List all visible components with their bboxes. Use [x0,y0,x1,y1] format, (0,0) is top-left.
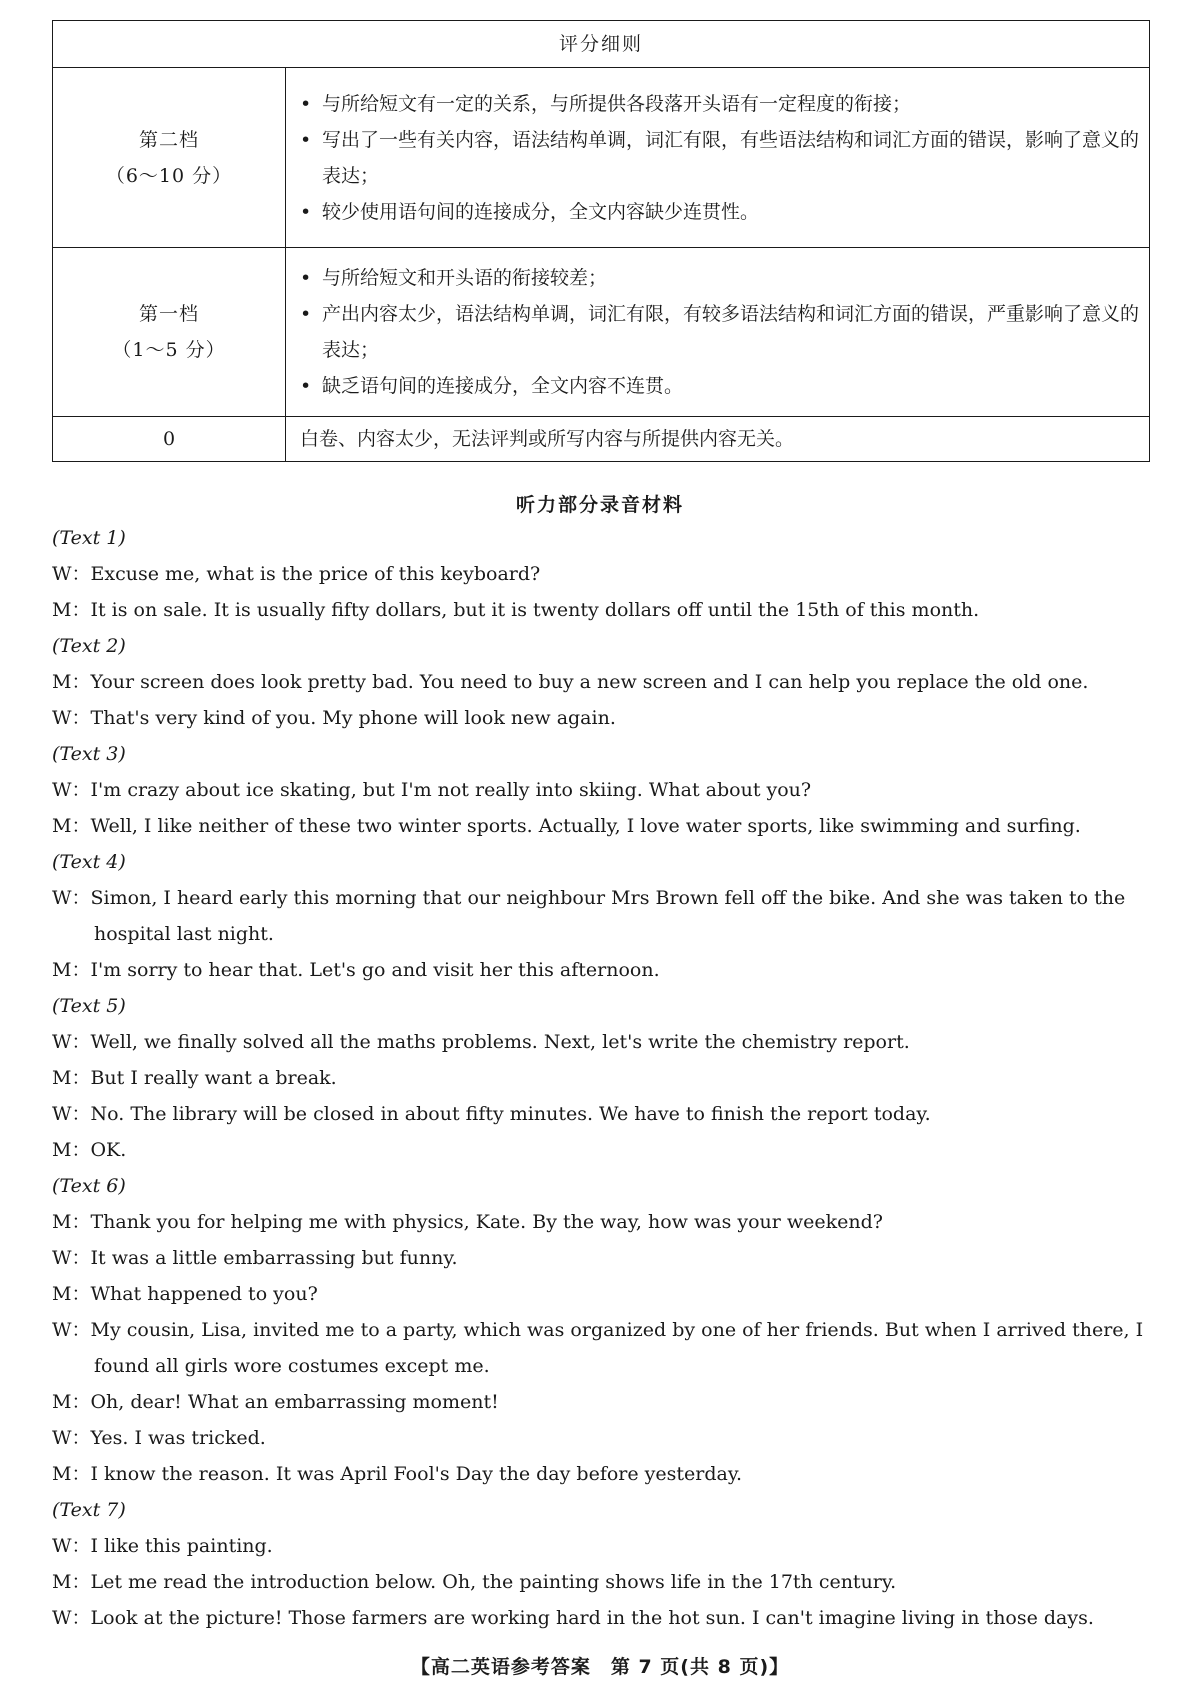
dialogue-text: No. The library will be closed in about fifty minutes. We have to finish the report today. [90,1103,931,1125]
text-section-label [52,1168,1150,1204]
dialogue-text: Thank you for helping me with physics, Kate. By the way, how was your weekend? [90,1211,883,1233]
speaker-label: M： [52,959,91,981]
dialogue-text: Yes. I was tricked. [90,1427,266,1449]
text-section-label [52,628,1150,664]
rubric-header: 评分细则 [53,21,1150,68]
dialogue-text: I like this painting. [90,1535,273,1557]
dialogue-line [52,1060,1150,1096]
dialogue-line [52,1312,1150,1384]
criterion-item [300,260,1139,296]
dialogue-text: I'm crazy about ice skating, but I'm not really into skiing. What about you? [90,779,812,801]
page-footer: 【高二英语参考答案 第 7 页(共 8 页)】 [410,1656,790,1678]
dialogue-line [52,592,1150,628]
speaker-label: W： [52,1535,91,1557]
criteria-cell [286,68,1150,248]
criteria-cell [286,248,1150,417]
listening-transcript [52,520,1150,1636]
dialogue-line [52,1240,1150,1276]
criterion-text: 缺乏语句间的连接成分，全文内容不连贯。 [322,375,684,397]
dialogue-line [52,1204,1150,1240]
dialogue-text: Oh, dear! What an embarrassing moment! [90,1391,499,1413]
text-label: (Text 2) [52,635,126,657]
dialogue-text: That's very kind of you. My phone will look new again. [90,707,616,729]
text-label: (Text 3) [52,743,126,765]
dialogue-line [52,1420,1150,1456]
criterion-item [300,296,1139,368]
speaker-label: M： [52,671,91,693]
dialogue-line [52,1132,1150,1168]
text-label: (Text 4) [52,851,126,873]
dialogue-text: Your screen does look pretty bad. You need to buy a new screen and I can help you replace the old one. [90,671,1089,693]
criterion-text: 与所给短文有一定的关系，与所提供各段落开头语有一定程度的衔接； [322,92,912,115]
speaker-label: M： [52,815,91,837]
bullet-dot-icon: • [300,303,312,325]
criterion-item [300,194,1139,230]
dialogue-line [52,1096,1150,1132]
level-cell [53,248,286,417]
bullet-dot-icon: • [300,128,312,151]
scoring-rubric-table [52,20,1150,462]
speaker-label: M： [52,1139,91,1161]
level-cell [53,68,286,248]
level-range: （6～10 分） [105,164,233,187]
zero-description-cell: 白卷、内容太少，无法评判或所写内容与所提供内容无关。 [286,417,1150,462]
speaker-label: M： [52,1283,91,1305]
speaker-label: M： [52,1463,91,1485]
bullet-dot-icon: • [300,92,312,115]
dialogue-line [52,1528,1150,1564]
dialogue-line [52,880,1150,952]
text-label: (Text 7) [52,1499,126,1521]
text-section-label [52,736,1150,772]
bullet-dot-icon: • [300,200,312,223]
dialogue-text: Let me read the introduction below. Oh, the painting shows life in the 17th century. [90,1571,897,1593]
criterion-text: 与所给短文和开头语的衔接较差； [322,267,608,289]
text-section-label [52,988,1150,1024]
speaker-label: M： [52,1211,91,1233]
speaker-label: W： [52,1427,91,1449]
rubric-row-level-1 [53,248,1150,417]
speaker-label: M： [52,599,91,621]
criterion-text: 较少使用语句间的连接成分，全文内容缺少连贯性。 [322,200,760,223]
dialogue-text: OK. [90,1139,127,1161]
dialogue-line [52,1600,1150,1636]
level-name: 第一档 [138,303,199,325]
criterion-item [300,86,1139,122]
dialogue-text: It is on sale. It is usually fifty dollars, but it is twenty dollars off until the 15th of this month. [90,599,980,621]
level-range: （1～5 分） [112,339,226,361]
rubric-row-level-2 [53,68,1150,248]
dialogue-line [52,1384,1150,1420]
speaker-label: M： [52,1067,91,1089]
dialogue-text: Excuse me, what is the price of this keyboard? [90,563,541,585]
text-label: (Text 5) [52,995,126,1017]
dialogue-line [52,1276,1150,1312]
bullet-dot-icon: • [300,267,312,289]
speaker-label: W： [52,1103,91,1125]
transcript-title: 听力部分录音材料 [515,494,684,516]
dialogue-text: Well, we finally solved all the maths problems. Next, let's write the chemistry report. [90,1031,910,1053]
speaker-label: W： [52,887,91,909]
speaker-label: W： [52,1607,91,1629]
dialogue-text: I'm sorry to hear that. Let's go and visit her this afternoon. [90,959,660,981]
dialogue-line [52,1024,1150,1060]
speaker-label: W： [52,779,91,801]
criterion-item [300,368,1139,404]
dialogue-text: But I really want a break. [90,1067,337,1089]
rubric-row-zero [53,417,1150,462]
speaker-label: W： [52,1247,91,1269]
speaker-label: M： [52,1571,91,1593]
speaker-label: W： [52,1319,91,1341]
dialogue-text: It was a little embarrassing but funny. [90,1247,458,1269]
speaker-label: W： [52,1031,91,1053]
dialogue-line [52,1456,1150,1492]
text-section-label [52,844,1150,880]
criterion-text: 写出了一些有关内容，语法结构单调，词汇有限，有些语法结构和词汇方面的错误，影响了意义的表达； [322,128,1140,187]
speaker-label: W： [52,707,91,729]
dialogue-text: What happened to you? [90,1283,318,1305]
speaker-label: M： [52,1391,91,1413]
dialogue-text: Well, I like neither of these two winter sports. Actually, I love water sports, like swimming and surfing. [90,815,1081,837]
dialogue-text: Simon, I heard early this morning that our neighbour Mrs Brown fell off the bike. And she was taken to the hospital last night. [90,887,1126,945]
level-name: 第二档 [138,128,199,151]
dialogue-text: My cousin, Lisa, invited me to a party, which was organized by one of her friends. But when I arrived there, I found all girls wore costumes except me. [90,1319,1144,1377]
criterion-text: 产出内容太少，语法结构单调，词汇有限，有较多语法结构和词汇方面的错误，严重影响了意义的表达； [322,303,1140,361]
dialogue-line [52,700,1150,736]
criterion-item [300,122,1139,194]
dialogue-text: I know the reason. It was April Fool's Day the day before yesterday. [90,1463,743,1485]
zero-score-cell: 0 [53,417,286,462]
dialogue-line [52,952,1150,988]
dialogue-line [52,772,1150,808]
text-section-label [52,520,1150,556]
rubric-header-row [53,21,1150,68]
text-section-label [52,1492,1150,1528]
dialogue-line [52,1564,1150,1600]
text-label: (Text 6) [52,1175,126,1197]
dialogue-line [52,664,1150,700]
bullet-dot-icon: • [300,375,312,397]
text-label: (Text 1) [52,527,126,549]
speaker-label: W： [52,563,91,585]
dialogue-line [52,556,1150,592]
dialogue-text: Look at the picture! Those farmers are working hard in the hot sun. I can't imagine living in those days. [90,1607,1094,1629]
dialogue-line [52,808,1150,844]
